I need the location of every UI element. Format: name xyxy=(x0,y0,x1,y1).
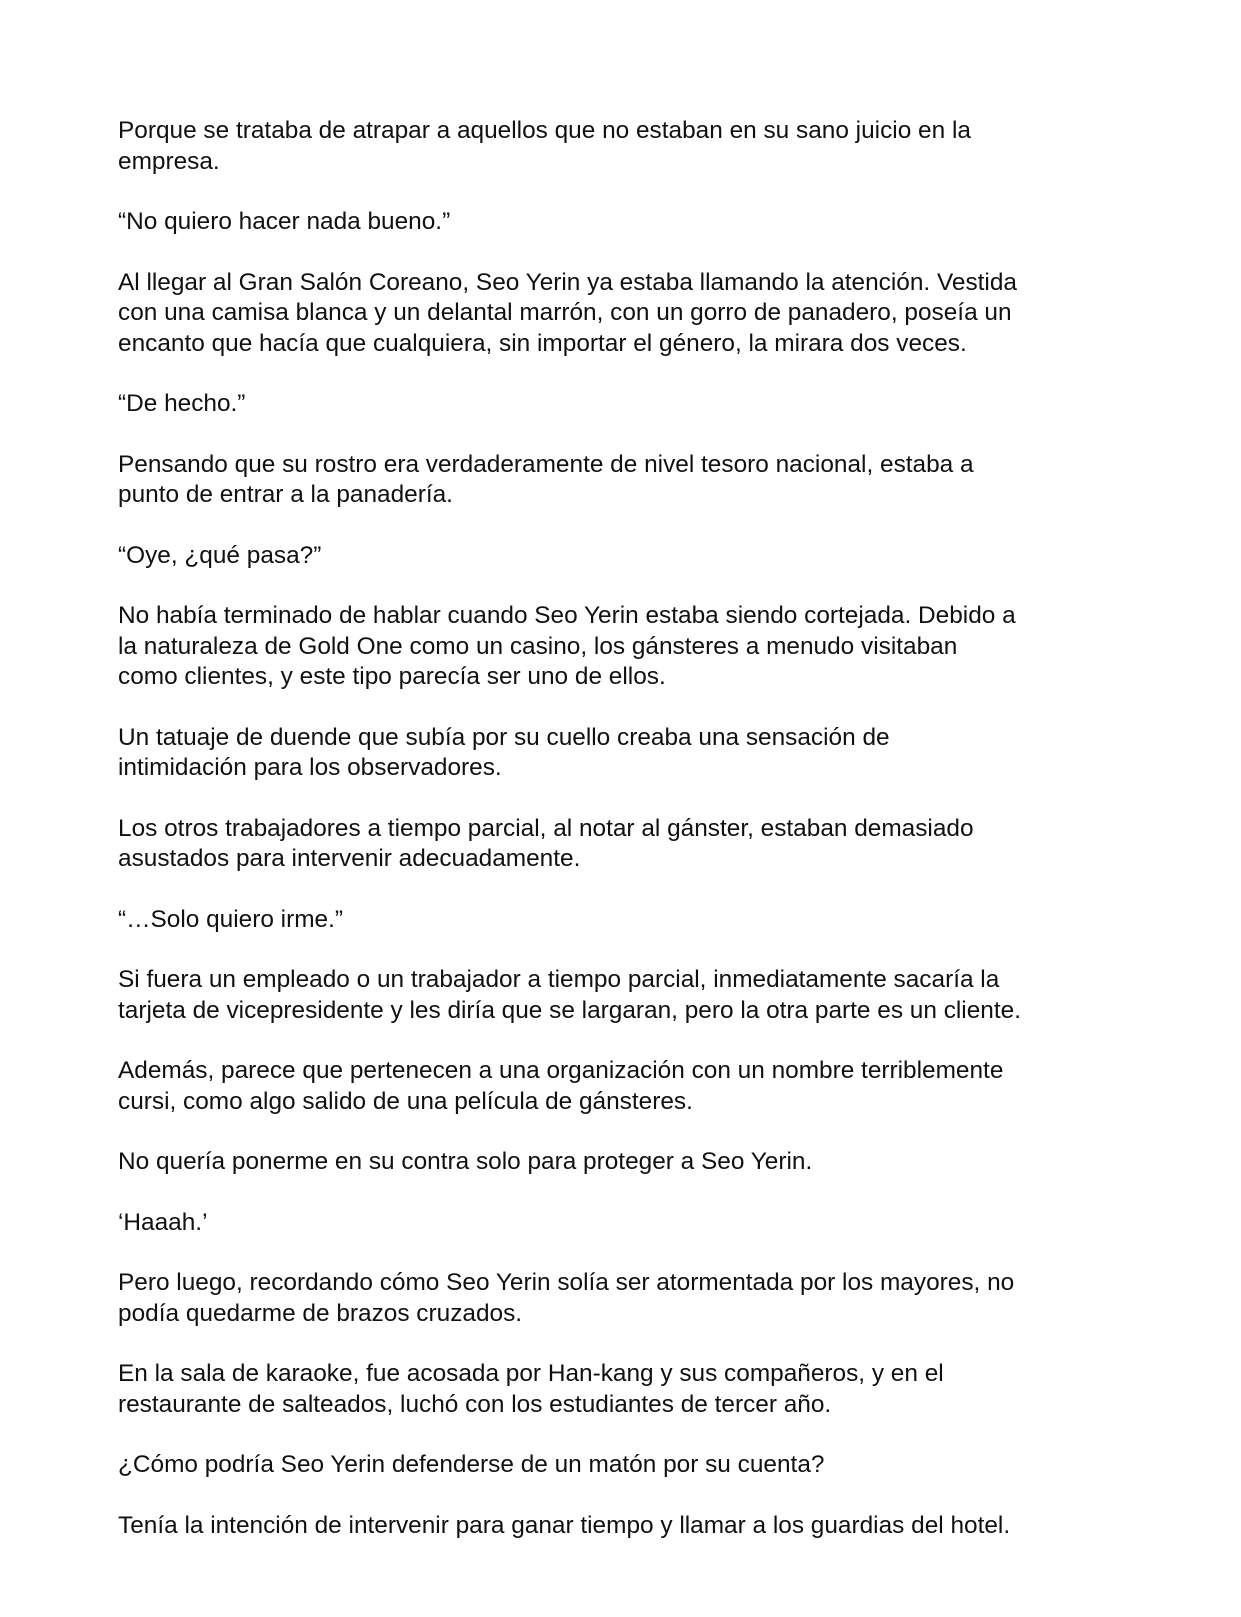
paragraph xyxy=(118,1268,1118,1329)
paragraph xyxy=(118,814,1118,875)
text-line: Además, parece que pertenecen a una organización con un nombre terriblemente xyxy=(118,1057,1004,1084)
paragraph xyxy=(118,1056,1118,1117)
text-line: “De hecho.” xyxy=(118,390,246,417)
text-line: “…Solo quiero irme.” xyxy=(118,905,344,933)
text-line: podía quedarme de brazos cruzados. xyxy=(118,1299,523,1327)
paragraph xyxy=(118,1208,1118,1239)
document-body xyxy=(118,116,1118,1571)
text-line: Pensando que su rostro era verdaderamente de nivel tesoro nacional, estaba a xyxy=(118,450,974,478)
paragraph xyxy=(118,601,1118,693)
text-line: Los otros trabajadores a tiempo parcial, al notar al gánster, estaban demasiado xyxy=(118,814,974,842)
text-line: Porque se trataba de atrapar a aquellos que no estaban en su sano juicio en la xyxy=(118,117,971,144)
paragraph xyxy=(118,905,1118,936)
text-line: como clientes, y este tipo parecía ser uno de ellos. xyxy=(118,663,666,690)
text-line: asustados para intervenir adecuadamente. xyxy=(118,845,581,872)
paragraph xyxy=(118,450,1118,511)
paragraph xyxy=(118,207,1118,238)
text-line: cursi, como algo salido de una película de gánsteres. xyxy=(118,1087,693,1115)
text-line: “No quiero hacer nada bueno.” xyxy=(118,208,451,235)
text-line: Al llegar al Gran Salón Coreano, Seo Yerin ya estaba llamando la atención. Vestida xyxy=(118,268,1017,296)
text-line: con una camisa blanca y un delantal marrón, con un gorro de panadero, poseía un xyxy=(118,299,1012,326)
text-line: punto de entrar a la panadería. xyxy=(118,481,453,508)
text-line: ¿Cómo podría Seo Yerin defenderse de un matón por su cuenta? xyxy=(118,1451,825,1478)
paragraph xyxy=(118,1147,1118,1178)
text-line: encanto que hacía que cualquiera, sin importar el género, la mirara dos veces. xyxy=(118,329,967,357)
text-line: Tenía la intención de intervenir para ganar tiempo y llamar a los guardias del hotel. xyxy=(118,1511,1011,1539)
text-line: la naturaleza de Gold One como un casino, los gánsteres a menudo visitaban xyxy=(118,632,958,660)
paragraph xyxy=(118,723,1118,784)
paragraph xyxy=(118,965,1118,1026)
paragraph xyxy=(118,1511,1118,1542)
text-line: No quería ponerme en su contra solo para proteger a Seo Yerin. xyxy=(118,1148,813,1175)
text-line: Un tatuaje de duende que subía por su cuello creaba una sensación de xyxy=(118,723,890,751)
text-line: En la sala de karaoke, fue acosada por Han-kang y sus compañeros, y en el xyxy=(118,1360,944,1387)
paragraph xyxy=(118,389,1118,420)
text-line: “Oye, ¿qué pasa?” xyxy=(118,541,322,569)
paragraph xyxy=(118,1359,1118,1420)
text-line: Pero luego, recordando cómo Seo Yerin solía ser atormentada por los mayores, no xyxy=(118,1269,1015,1296)
paragraph xyxy=(118,1450,1118,1481)
text-line: empresa. xyxy=(118,147,220,175)
paragraph xyxy=(118,116,1118,177)
text-line: ‘Haaah.’ xyxy=(118,1208,208,1236)
text-line: No había terminado de hablar cuando Seo Yerin estaba siendo cortejada. Debido a xyxy=(118,602,1016,629)
text-line: Si fuera un empleado o un trabajador a tiempo parcial, inmediatamente sacaría la xyxy=(118,966,1000,993)
text-line: intimidación para los observadores. xyxy=(118,754,502,781)
paragraph xyxy=(118,541,1118,572)
paragraph xyxy=(118,268,1118,360)
text-line: restaurante de salteados, luchó con los estudiantes de tercer año. xyxy=(118,1390,832,1418)
text-line: tarjeta de vicepresidente y les diría que se largaran, pero la otra parte es un cliente. xyxy=(118,996,1021,1024)
